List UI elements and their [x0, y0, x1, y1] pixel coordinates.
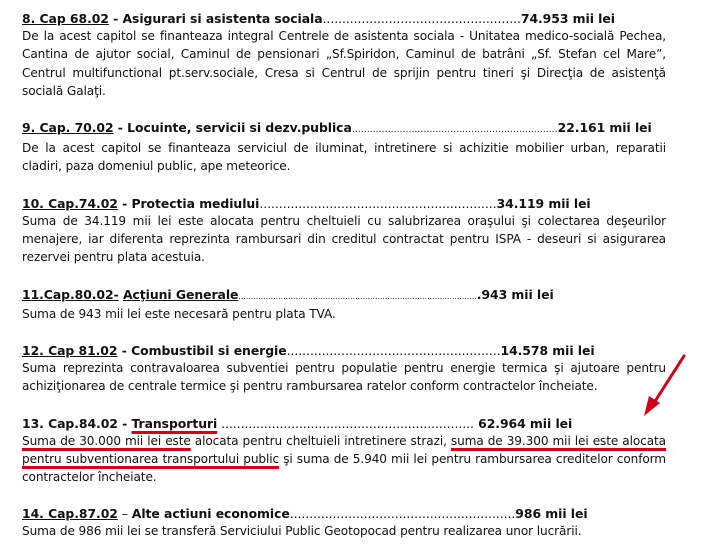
section-body: Suma reprezinta contravaloarea subventiei pentru populatie pentru energie termica şi ajutoare pentru achiziţionarea de centrale termice şi pentru rambursarea ratelor conform contractelor încheiate.	[22, 360, 666, 394]
chapter-title: Protectia mediului	[131, 195, 260, 211]
chapter-amount: 34.119 mii lei	[496, 195, 591, 211]
chapter-title: Alte actiuni economice	[131, 506, 290, 522]
chapter-title: Acţiuni Generale	[122, 286, 239, 302]
body-text-part: şi suma de 5.940 mii lei pentru rambursarea creditelor conform contractelor încheiate.	[22, 451, 666, 485]
dot-leader: .......................................................	[286, 342, 501, 358]
dot-leader: .............................................................	[259, 195, 497, 211]
section-body: Suma de 34.119 mii lei este alocata pentru cheltuieli cu salubrizarea oraşului şi colectarea deşeurilor menajere, iar diferenta reprezinta rambursari din creditul contractat pentru ISPA - deseuri si asigurarea rezervei pentru plata acestuia.	[22, 213, 666, 265]
heading-separator: -	[117, 415, 132, 431]
chapter-amount: 22.161 mii lei	[557, 120, 652, 136]
red-arrow-icon	[640, 352, 690, 418]
heading-separator: -	[113, 120, 128, 136]
dot-leader: ……………………………………………………………………………………	[238, 291, 477, 301]
section-heading	[22, 342, 666, 359]
chapter-title: Asigurari si asistenta sociala	[122, 11, 323, 26]
section-heading	[22, 415, 666, 432]
chapter-amount: .943 mii lei	[476, 286, 554, 302]
heading-separator: -	[117, 195, 132, 211]
chapter-title: Transporturi	[131, 415, 218, 431]
section-body: De la acest capitol se finanteaza serviciul de iluminat, intretinere si achizitie mobilier urban, reparatii cladiri, paza domeniul public, ape meteorice.	[22, 141, 666, 174]
dot-leader: ……………………………………………………………	[351, 125, 558, 136]
chapter-title: Locuinte, servicii si dezv.publica	[127, 120, 352, 136]
section-cap-74	[22, 195, 666, 267]
section-body: Suma de 943 mii lei este necesară pentru plata TVA.	[22, 306, 336, 321]
dot-leader: ...................................................	[322, 11, 521, 26]
chapter-amount: 62.964 mii lei	[473, 415, 573, 431]
highlighted-text: suma de 39.300 mii lei este alocata pentru subventionarea transportului public	[22, 433, 666, 466]
heading-separator: -	[117, 342, 132, 358]
section-heading	[22, 10, 666, 27]
section-body: De la acest capitol se finanteaza integral Centrele de asistenta sociala - Unitatea medico-socială Pechea, Cantina de ajutor social, Caminul de pensionari „Sf.Spiridon, Caminul de batrâni „Sf. Stefan cel Mare”, Centrul multifunctional pt.serv.sociale, Cresa si Centrul de sprijin pentru tineri şi Direcţia de asistenţă socială Galaţi.	[22, 29, 666, 98]
section-cap-81	[22, 342, 666, 396]
chapter-number: 9. Cap. 70.02	[22, 120, 114, 136]
heading-separator: -	[108, 11, 123, 26]
section-body	[22, 432, 666, 487]
section-heading	[22, 119, 666, 139]
section-cap-84	[22, 415, 666, 487]
section-heading	[22, 286, 666, 305]
chapter-number: 14. Cap.87.02	[22, 506, 118, 522]
section-heading	[22, 195, 666, 212]
body-text-part: alocata pentru cheltuieli intretinere strazi,	[190, 433, 451, 448]
chapter-title: Combustibil si energie	[131, 342, 287, 358]
highlighted-text: Suma de 30.000 mii lei este	[22, 433, 191, 448]
chapter-number: 8. Cap 68.02	[22, 11, 109, 26]
heading-separator: –	[117, 506, 132, 522]
section-cap-80	[22, 286, 666, 323]
chapter-number: 13. Cap.84.02	[22, 415, 118, 431]
section-cap-87	[22, 505, 666, 540]
section-body: Suma de 986 mii lei se transferă Serviciului Public Geotopocad pentru realizarea unor lucrării.	[22, 524, 582, 539]
chapter-number: 10. Cap.74.02	[22, 195, 118, 211]
section-cap-68	[22, 10, 666, 100]
dot-leader: .................................................................	[217, 415, 474, 431]
chapter-amount: 14.578 mii lei	[500, 342, 595, 358]
document-page	[22, 10, 666, 560]
chapter-amount: 74.953 mii lei	[520, 11, 615, 26]
dot-leader: ..........................................................	[289, 506, 516, 522]
chapter-number: 11.Cap.80.02-	[22, 286, 119, 302]
section-heading	[22, 505, 666, 522]
chapter-amount: 986 mii lei	[515, 506, 588, 522]
section-cap-70	[22, 119, 666, 176]
chapter-number: 12. Cap 81.02	[22, 342, 118, 358]
